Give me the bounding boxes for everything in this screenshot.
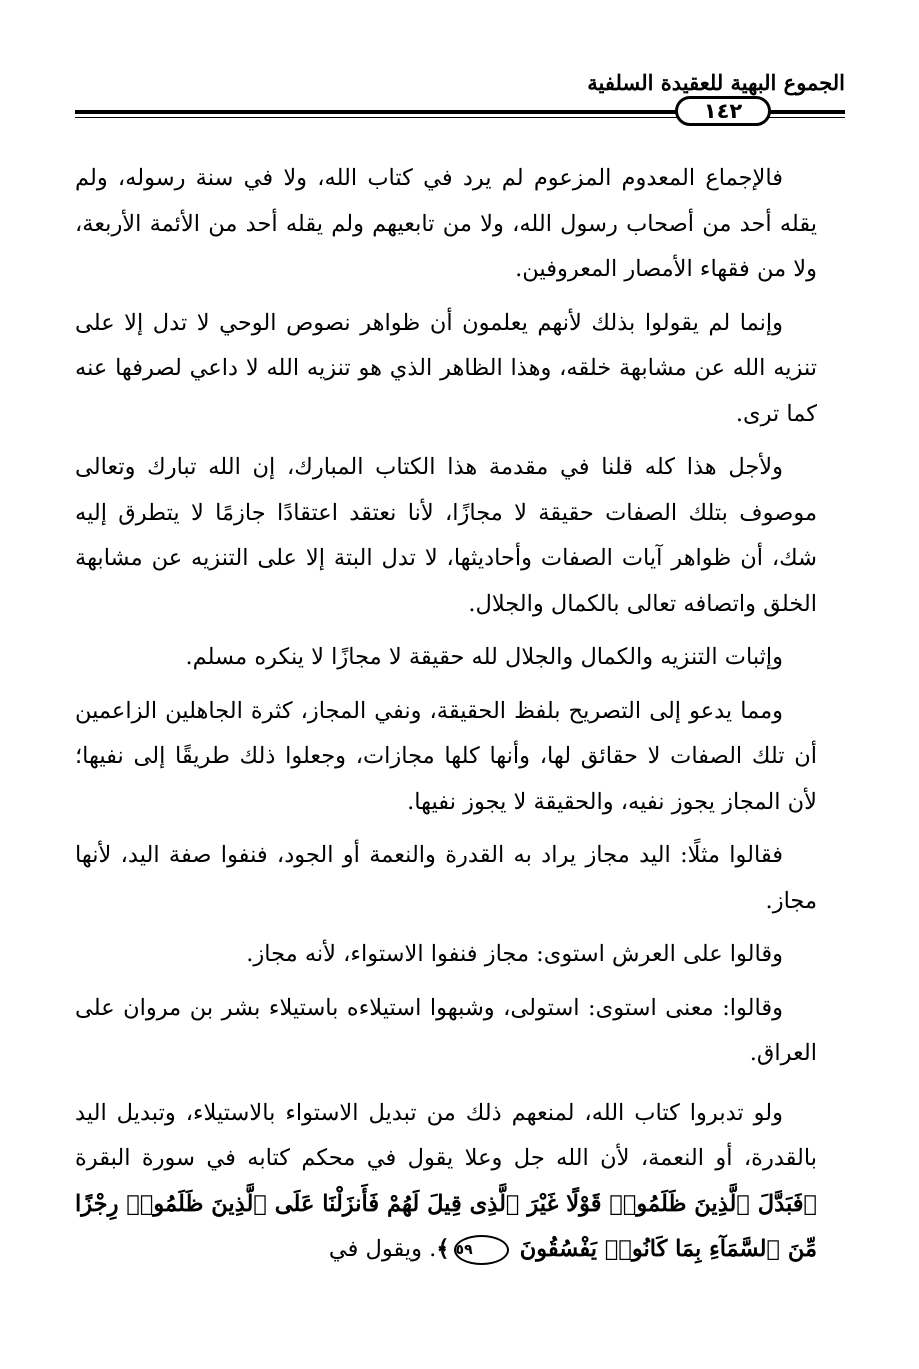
page-body [75,156,817,1273]
paragraph: ومما يدعو إلى التصريح بلفظ الحقيقة، ونفي المجاز، كثرة الجاهلين الزاعمين أن تلك الصفات لا حقائق لها، وأنها كلها مجازات، وجعلوا ذلك طريقًا إلى نفيها؛ لأن المجاز يجوز نفيه، والحقيقة لا يجوز نفيها. [75,697,817,815]
page-number-badge [675,96,771,126]
paragraph-text: ولو تدبروا كتاب الله، لمنعهم ذلك من تبديل الاستواء بالاستيلاء، وتبديل اليد بالقدرة، أو النعمة، لأن الله جل وعلا يقول في محكم كتابه في سورة البقرة [75,1099,817,1171]
paragraph: وإنما لم يقولوا بذلك لأنهم يعلمون أن ظواهر نصوص الوحي لا تدل إلا على تنزيه الله عن مشابهة خلقه، وهذا الظاهر الذي هو تنزيه الله لا داعي لصرفها عنه كما ترى. [75,309,817,427]
quran-open-bracket: ﴿ [803,1190,817,1217]
paragraph-text-continuation: . ويقول في [328,1236,437,1262]
paragraph: فقالوا مثلًا: اليد مجاز يراد به القدرة والنعمة أو الجود، فنفوا صفة اليد، لأنها مجاز. [75,842,817,914]
paragraph: وإثبات التنزيه والكمال والجلال لله حقيقة لا مجازًا لا ينكره مسلم. [185,644,783,670]
ayah-number-marker: ٥٩ [454,1235,509,1265]
paragraph: فالإجماع المعدوم المزعوم لم يرد في كتاب الله، ولا في سنة رسوله، ولم يقله أحد من أصحاب رسول الله، ولا من تابعيهم ولم يقله أحد من الأئمة الأربعة، ولا من فقهاء الأمصار المعروفين. [75,165,817,282]
paragraph: وقالوا: معنى استوى: استولى، وشبهوا استيلاءه باستيلاء بشر بن مروان على العراق. [75,994,817,1066]
paragraph: وقالوا على العرش استوى: مجاز فنفوا الاستواء، لأنه مجاز. [246,941,783,967]
page-number: ١٤٢ [703,99,743,123]
book-title: الجموع البهية للعقيدة السلفية [587,70,845,95]
paragraph: ولأجل هذا كله قلنا في مقدمة هذا الكتاب المبارك، إن الله تبارك وتعالى موصوف بتلك الصفات حقيقة لا مجازًا، لأنا نعتقد اعتقادًا جازمًا لا يتطرق إليه شك، أن ظواهر آيات الصفات وأحاديثها، لا تدل البتة إلا على التنزيه عن مشابهة الخلق واتصافه تعالى بالكمال والجلال. [75,454,817,617]
quran-close-bracket: ﴾ [436,1236,450,1262]
quran-verse: فَبَدَّلَ ٱلَّذِينَ ظَلَمُوا۟ قَوْلًا غَيْرَ ٱلَّذِى قِيلَ لَهُمْ فَأَنزَلْنَا عَلَى ٱلَّذِينَ ظَلَمُوا۟ رِجْزًا مِّنَ ٱلسَّمَآءِ بِمَا كَانُوا۟ يَفْسُقُونَ [75,1190,817,1262]
page-header [75,70,845,140]
paragraph-with-quran-quote [75,1091,817,1273]
